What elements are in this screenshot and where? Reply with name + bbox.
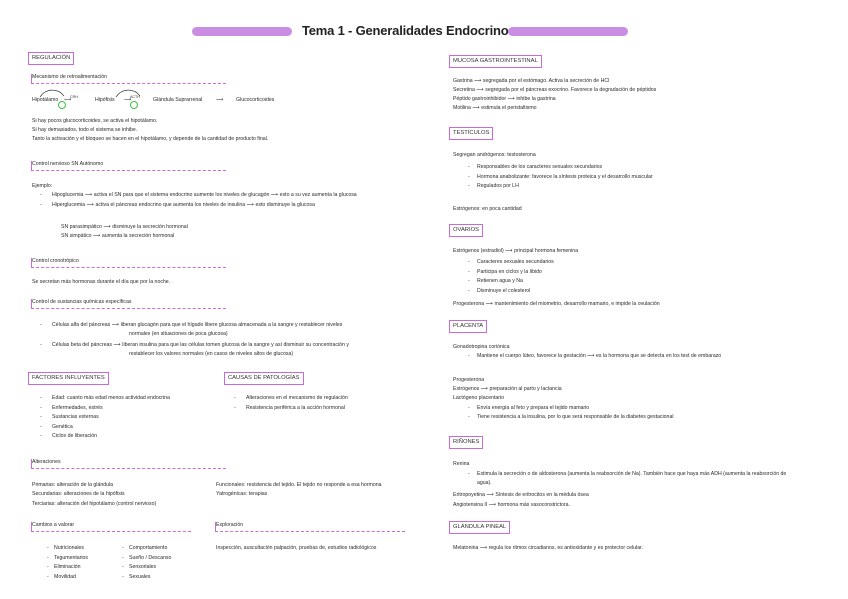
list-item: Hormona anabolizante: favorece la síntesis proteica y el desarrollo muscular: [477, 173, 653, 180]
list-item: Sustancias externas: [52, 414, 99, 420]
chain-glandula: Glándula Suprarrenal: [153, 97, 203, 103]
melatonina-text: Melatonina ⟶ regula los ritmos circadianos, es antioxidante y es protector celular.: [453, 545, 643, 551]
eritropoyetina-text: Eritropoyetina ⟶ Síntesis de eritrocitos en la médula ósea: [453, 492, 589, 498]
title-bar-left: [192, 27, 292, 36]
bullet-dash: -: [468, 164, 470, 170]
chain-glucocorticoides: Glucocorticoides: [236, 97, 275, 103]
list-item: Enfermedades, estrés: [52, 404, 103, 411]
control-nervioso-label: Control nervioso SN Autónomo: [32, 161, 104, 167]
feedback-circle-icon: [130, 101, 138, 109]
bullet-dash: -: [468, 268, 470, 275]
divider-vertical: [31, 522, 32, 531]
section-header-pineal: GLÁNDULA PINEAL: [449, 521, 510, 534]
list-item: Resistencia periférica a la acción hormonal: [246, 404, 345, 411]
divider: [31, 267, 226, 268]
chain-crh: CRH: [70, 95, 78, 99]
alteracion-funcionales: Funcionales: resistencia del tejido. El tejido no responde a esa hormona: [216, 482, 382, 488]
bullet-dash: -: [40, 192, 42, 198]
list-item: Sueño / Descanso: [129, 554, 172, 561]
list-item: Ciclos de liberación: [52, 433, 97, 439]
list-item: Sensoriales: [129, 564, 157, 570]
bullet-dash: -: [468, 278, 470, 284]
bullet-dash: -: [40, 202, 42, 208]
celulas-alfa-text: Células alfa del páncreas ⟶ liberan glucagón para que el hígado libere glucosa almacenada a la sangre y restablecer niveles: [52, 322, 343, 328]
gonadotropina-text: Gonadotropina coriónica: [453, 344, 510, 350]
bullet-dash: -: [122, 564, 124, 570]
bullet-dash: -: [47, 554, 49, 561]
list-item: Genética: [52, 423, 73, 430]
hipoglucemia-text: Hipoglucemia ⟶ activa el SN para que el sistema endocrino aumente los niveles de glucagón ⟶ esto a su vez aumenta la glucosa: [52, 192, 357, 198]
section-header-ovarios: OVARIOS: [449, 224, 483, 237]
exploracion-label: Exploración: [216, 522, 244, 528]
celulas-beta-text: Células beta del páncreas ⟶ liberan insulina para que las células tomen glucosa de la sangre y así disminuir su concentración y: [52, 342, 349, 348]
celulas-beta-text-cont: restablecer los valores normales (en casos de niveles altos de glucosa): [129, 351, 294, 357]
bullet-dash: -: [47, 545, 49, 551]
testiculos-text: Segregan andrógenos: testosterona: [453, 152, 536, 158]
renina-text: Renina: [453, 461, 470, 467]
bullet-dash: -: [468, 414, 470, 420]
testiculos-estrogenos: Estrógenos: en poca cantidad: [453, 206, 522, 212]
bullet-dash: -: [47, 564, 49, 570]
bullet-dash: -: [47, 573, 49, 580]
lactogeno-detail-2: Tiene resistencia a la insulina, por lo que será responsable de la diabetes gestacional: [477, 414, 674, 420]
hiperglucemia-text: Hiperglucemia ⟶ activa el páncreas endocrino que aumenta los niveles de insulina ⟶ esto disminuye la glucosa: [52, 202, 315, 208]
list-item: Retienen agua y Na: [477, 278, 523, 284]
divider: [31, 83, 226, 84]
list-item: Participa en ciclos y la libido: [477, 268, 542, 275]
bullet-dash: -: [40, 342, 42, 348]
divider: [31, 308, 226, 309]
alteracion-yatrogenicas: Yatrogénicas: terapias: [216, 491, 268, 497]
motilina-text: Motilina ⟶ estimula el peristaltismo: [453, 105, 537, 111]
bullet-dash: -: [468, 471, 470, 477]
bullet-dash: -: [40, 404, 42, 411]
bullet-dash: -: [40, 433, 42, 439]
chain-acth: ACTH: [130, 95, 140, 99]
list-item: Tegumentarios: [54, 554, 89, 561]
arrow-icon: ⟶: [216, 97, 224, 103]
divider-vertical: [31, 74, 32, 83]
bullet-dash: -: [234, 395, 236, 401]
bullet-dash: -: [122, 554, 124, 561]
section-header-causas: CAUSAS DE PATOLOGÍAS: [224, 372, 304, 385]
feedback-arrow-icon: [36, 88, 156, 98]
regulacion-text-2: Si hay demasiados, todo el sistema se inhibe.: [32, 127, 138, 133]
divider-vertical: [31, 299, 32, 308]
list-item: Alteraciones en el mecanismo de regulación: [246, 395, 348, 401]
section-header-placenta: PLACENTA: [449, 320, 487, 333]
angiotensina-text: Angiotensina II ⟶ hormona más vasoconstrictora.: [453, 502, 571, 508]
exploracion-text: Inspección, auscultación palpación, pruebas de, estudios radiológicos: [216, 545, 377, 551]
list-item: Sexuales: [129, 573, 151, 580]
section-header-mucosa: MUCOSA GASTROINTESTINAL: [449, 55, 542, 68]
placenta-progesterona: Progesterona: [453, 377, 485, 383]
list-item: Caracteres sexuales secundarios: [477, 259, 554, 265]
title-bar-right: [508, 27, 628, 36]
list-item: Disminuye el colesterol: [477, 287, 531, 294]
section-header-factores: FACTORES INFLUYENTES: [28, 372, 109, 385]
divider-vertical: [31, 161, 32, 170]
bullet-dash: -: [468, 353, 470, 359]
peptido-text: Péptido gastroinhibidor ⟶ inhibe la gastrina: [453, 96, 556, 102]
alteraciones-label: Alteraciones: [32, 459, 61, 465]
gastrina-text: Gastrina ⟶ segregada por el estómago. Activa la secreción de HCl: [453, 78, 610, 84]
divider-vertical: [215, 522, 216, 531]
control-quimicas-label: Control de sustancias químicas específicas: [32, 299, 132, 305]
lactogeno-text: Lactógeno placentario: [453, 395, 505, 401]
renina-detail: Estimula la secreción o de aldosterona (aumenta la reabsorción de Na). También hace que haya más ADH (aumenta la reabsorción de: [477, 471, 787, 477]
list-item: Regulados por LH: [477, 183, 519, 189]
feedback-circle-icon: [58, 101, 66, 109]
placenta-estrogenos: Estrógenos ⟶ preparación al parto y lactancia: [453, 386, 562, 392]
arrow-icon: ⟶: [124, 97, 132, 103]
ovarios-progesterona: Progesterona ⟶ mantenimiento del miometrio, desarrollo mamario, e impide la ovulación: [453, 301, 660, 307]
bullet-dash: -: [468, 259, 470, 265]
divider-vertical: [31, 258, 32, 267]
divider: [31, 170, 226, 171]
lactogeno-detail-1: Envía energía al feto y prepara el tejido mamario: [477, 405, 590, 411]
list-item: Comportamiento: [129, 545, 168, 551]
page-title: Tema 1 - Generalidades Endocrino: [302, 23, 509, 38]
sn-simpatico-text: SN simpático ⟶ aumenta la secreción hormonal: [61, 233, 175, 239]
list-item: Eliminación: [54, 564, 81, 570]
regulacion-text-1: Si hay pocos glucocorticoides, se activa el hipotálamo.: [32, 118, 158, 124]
ovarios-estrogenos: Estrógenos (estradiol) ⟶ principal hormona femenina: [453, 248, 579, 254]
bullet-dash: -: [468, 405, 470, 411]
bullet-dash: -: [40, 395, 42, 401]
ejemplo-label: Ejemplo:: [32, 183, 53, 189]
bullet-dash: -: [122, 573, 124, 580]
bullet-dash: -: [40, 423, 42, 430]
bullet-dash: -: [234, 404, 236, 411]
cronotropico-text: Se secretan más hormonas durante el día que por la noche.: [32, 279, 171, 285]
renina-detail-cont: agua).: [477, 480, 492, 486]
bullet-dash: -: [468, 183, 470, 189]
bullet-dash: -: [468, 287, 470, 294]
divider: [31, 468, 226, 469]
bullet-dash: -: [40, 322, 42, 328]
alteracion-secundarias: Secundarias: alteraciones de la hipófisis: [32, 491, 125, 497]
sn-parasimpatico-text: SN parasimpático ⟶ disminuye la secreción hormonal: [61, 224, 188, 230]
regulacion-text-3: Tanto la activación y el bloqueo se hacen en el hipotálamo, y depende de la cantidad de producto final.: [32, 136, 269, 142]
mecanismo-label: Mecanismo de retroalimentación: [32, 74, 107, 80]
arrow-icon: ⟶: [64, 97, 72, 103]
divider: [31, 531, 191, 532]
chain-hipotalamo: Hipotálamo: [32, 97, 59, 103]
alteracion-terciarias: Terciarias: alteración del hipotálamo (control nervioso): [32, 501, 157, 507]
secretina-text: Secretina ⟶ segregada por el páncreas exocrino. Favorece la degradación de péptidos: [453, 87, 657, 93]
alteracion-primarias: Primarias: alteración de la glándula: [32, 482, 114, 488]
bullet-dash: -: [468, 173, 470, 180]
control-cronotropico-label: Control cronotrópico: [32, 258, 79, 264]
section-header-regulacion: REGULACIÓN: [28, 52, 74, 65]
list-item: Edad: cuanto más edad menos actividad endocrina: [52, 395, 170, 401]
bullet-dash: -: [40, 414, 42, 420]
divider: [215, 531, 405, 532]
divider-vertical: [31, 459, 32, 468]
cambios-label: Cambios a valorar: [32, 522, 75, 528]
section-header-testiculos: TESTÍCULOS: [449, 127, 493, 140]
bullet-dash: -: [122, 545, 124, 551]
chain-hipofisis: Hipófisis: [95, 97, 115, 103]
section-header-rinones: RIÑONES: [449, 436, 483, 449]
list-item: Nutricionales: [54, 545, 84, 551]
gonadotropina-detail: Mantiene el cuerpo lúteo, favorece la gestación ⟶ es la hormona que se detecta en los test de embarazo: [477, 353, 722, 359]
celulas-alfa-text-cont: normales (en situaciones de poca glucosa): [129, 331, 228, 337]
list-item: Movilidad: [54, 573, 76, 580]
list-item: Responsables de los caracteres sexuales secundarios: [477, 164, 603, 170]
